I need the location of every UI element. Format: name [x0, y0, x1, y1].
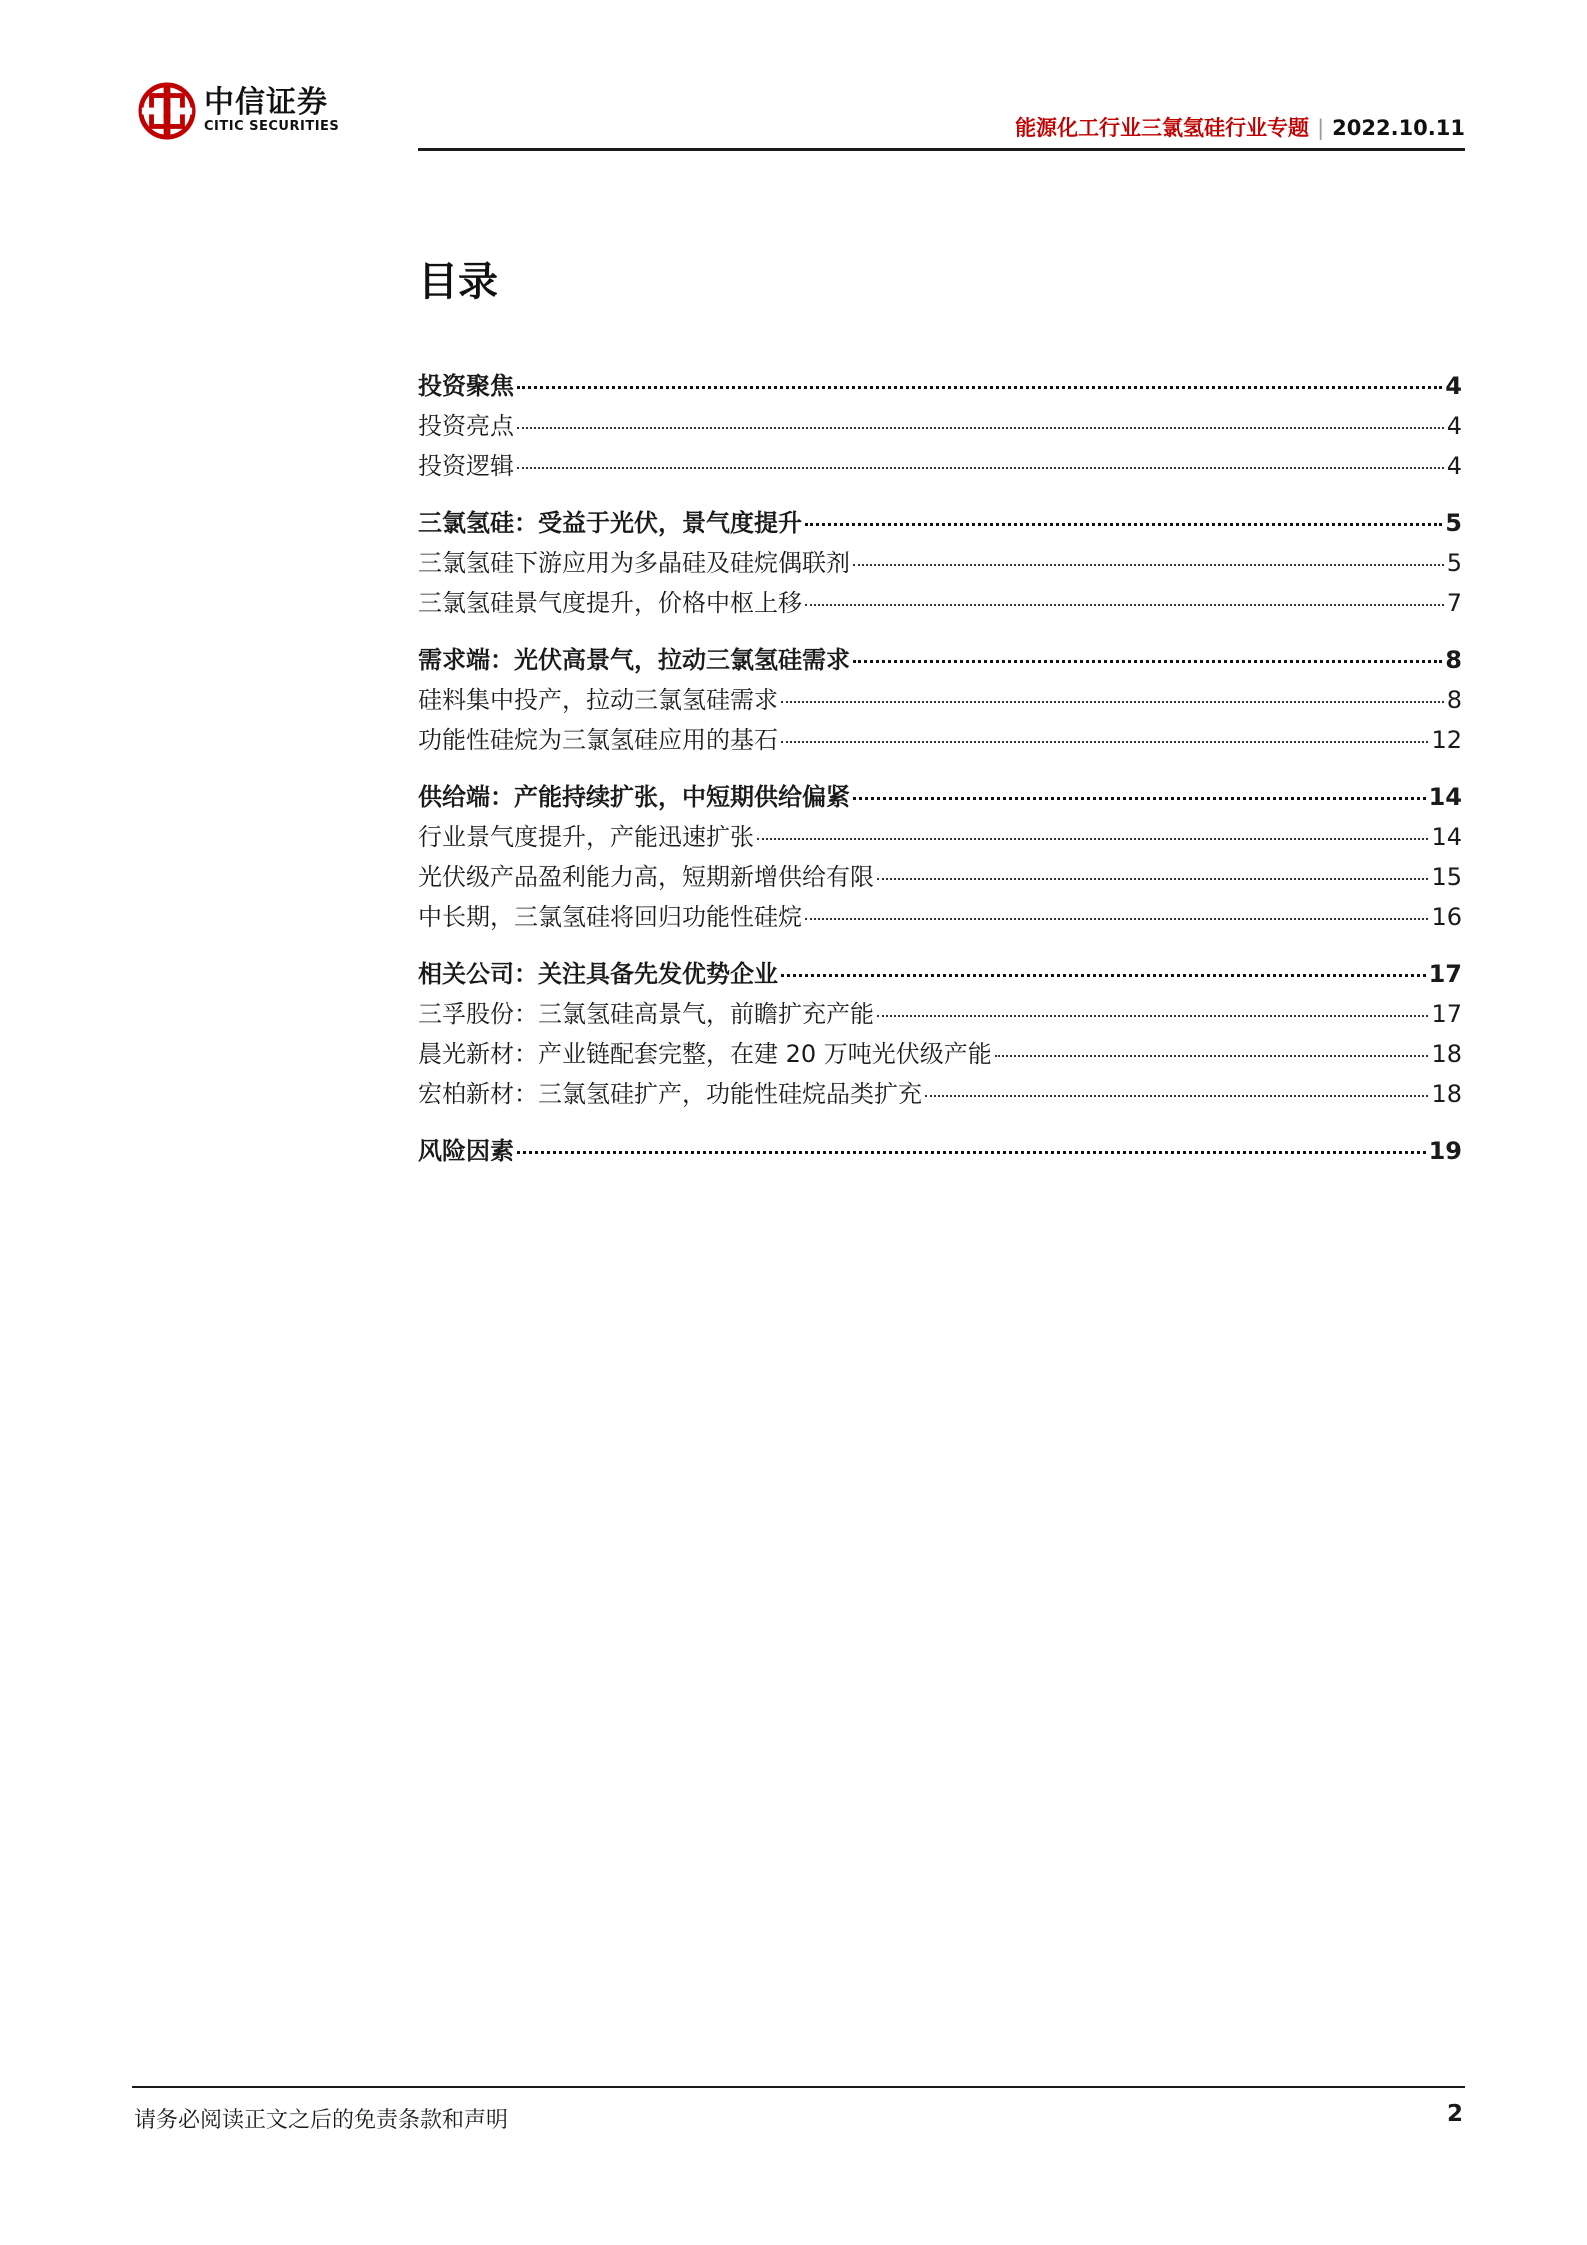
- toc-subsection-entry[interactable]: [418, 994, 1462, 1034]
- toc-dot-leader: [517, 1151, 1426, 1154]
- table-of-contents: [418, 366, 1462, 1171]
- toc-entry-page: 15: [1431, 863, 1462, 891]
- toc-subsection-entry[interactable]: [418, 1034, 1462, 1074]
- toc-entry-title: 投资聚焦: [418, 372, 514, 400]
- toc-entry-page: 18: [1431, 1040, 1462, 1068]
- logo-chinese-name: 中信证券: [204, 85, 328, 120]
- toc-entry-title: 晨光新材：产业链配套完整，在建 20 万吨光伏级产能: [418, 1040, 992, 1068]
- toc-entry-title: 投资亮点: [418, 412, 514, 440]
- toc-entry-title: 投资逻辑: [418, 452, 514, 480]
- toc-entry-page: 12: [1431, 726, 1462, 754]
- report-title-line: [1015, 112, 1465, 142]
- toc-section-entry[interactable]: [418, 954, 1462, 994]
- toc-section-entry[interactable]: [418, 777, 1462, 817]
- toc-subsection-entry[interactable]: [418, 583, 1462, 623]
- footer-disclaimer: 请务必阅读正文之后的免责条款和声明: [134, 2108, 509, 2133]
- toc-dot-leader: [757, 838, 1428, 840]
- toc-dot-leader: [877, 878, 1428, 880]
- toc-subsection-entry[interactable]: [418, 680, 1462, 720]
- toc-entry-title: 三氯氢硅：受益于光伏，景气度提升: [418, 509, 802, 537]
- toc-subsection-entry[interactable]: [418, 897, 1462, 937]
- toc-section-entry[interactable]: [418, 503, 1462, 543]
- footer-divider: [132, 2086, 1465, 2088]
- toc-subsection-entry[interactable]: [418, 1074, 1462, 1114]
- toc-section-entry[interactable]: [418, 640, 1462, 680]
- toc-entry-title: 风险因素: [418, 1137, 514, 1165]
- toc-dot-leader: [517, 467, 1444, 469]
- toc-entry-title: 需求端：光伏高景气，拉动三氯氢硅需求: [418, 646, 850, 674]
- toc-dot-leader: [517, 427, 1444, 429]
- toc-entry-page: 17: [1431, 1000, 1462, 1028]
- toc-dot-leader: [781, 741, 1428, 743]
- toc-entry-title: 行业景气度提升，产能迅速扩张: [418, 823, 754, 851]
- toc-entry-page: 7: [1446, 589, 1462, 617]
- toc-entry-page: 5: [1446, 549, 1462, 577]
- toc-entry-title: 功能性硅烷为三氯氢硅应用的基石: [418, 726, 778, 754]
- toc-dot-leader: [853, 797, 1426, 800]
- toc-subsection-entry[interactable]: [418, 857, 1462, 897]
- toc-dot-leader: [517, 386, 1442, 389]
- page-number: 2: [1446, 2101, 1463, 2127]
- toc-entry-page: 18: [1431, 1080, 1462, 1108]
- toc-subsection-entry[interactable]: [418, 406, 1462, 446]
- toc-title: 目录: [418, 259, 498, 305]
- toc-subsection-entry[interactable]: [418, 446, 1462, 486]
- toc-section-entry[interactable]: [418, 366, 1462, 406]
- toc-entry-page: 4: [1445, 372, 1462, 400]
- toc-entry-page: 4: [1446, 452, 1462, 480]
- toc-dot-leader: [853, 564, 1444, 566]
- toc-dot-leader: [781, 701, 1444, 703]
- toc-entry-page: 8: [1446, 686, 1462, 714]
- toc-dot-leader: [805, 918, 1428, 920]
- header-divider: [418, 148, 1465, 151]
- toc-dot-leader: [877, 1015, 1428, 1017]
- report-topic: 能源化工行业三氯氢硅行业专题: [1015, 116, 1310, 140]
- toc-dot-leader: [995, 1055, 1429, 1057]
- toc-subsection-entry[interactable]: [418, 817, 1462, 857]
- toc-subsection-entry[interactable]: [418, 720, 1462, 760]
- toc-entry-page: 14: [1431, 823, 1462, 851]
- toc-entry-title: 宏柏新材：三氯氢硅扩产，功能性硅烷品类扩充: [418, 1080, 922, 1108]
- toc-entry-page: 17: [1428, 960, 1462, 988]
- toc-dot-leader: [781, 974, 1426, 977]
- toc-entry-title: 供给端：产能持续扩张，中短期供给偏紧: [418, 783, 850, 811]
- toc-entry-title: 三孚股份：三氯氢硅高景气，前瞻扩充产能: [418, 1000, 874, 1028]
- header-separator: |: [1317, 116, 1325, 140]
- toc-dot-leader: [805, 523, 1442, 526]
- toc-entry-title: 三氯氢硅景气度提升，价格中枢上移: [418, 589, 802, 617]
- toc-dot-leader: [805, 604, 1444, 606]
- toc-entry-title: 三氯氢硅下游应用为多晶硅及硅烷偶联剂: [418, 549, 850, 577]
- page-header: [0, 0, 1587, 160]
- toc-section-entry[interactable]: [418, 1131, 1462, 1171]
- logo-english-name: CITIC SECURITIES: [204, 119, 340, 134]
- report-date: 2022.10.11: [1332, 116, 1465, 140]
- toc-dot-leader: [853, 660, 1442, 663]
- toc-subsection-entry[interactable]: [418, 543, 1462, 583]
- toc-entry-page: 19: [1428, 1137, 1462, 1165]
- toc-entry-page: 8: [1445, 646, 1462, 674]
- citic-logo-icon: [138, 82, 196, 140]
- toc-entry-title: 硅料集中投产，拉动三氯氢硅需求: [418, 686, 778, 714]
- toc-entry-page: 16: [1431, 903, 1462, 931]
- toc-entry-title: 光伏级产品盈利能力高，短期新增供给有限: [418, 863, 874, 891]
- toc-entry-title: 相关公司：关注具备先发优势企业: [418, 960, 778, 988]
- toc-entry-page: 14: [1428, 783, 1462, 811]
- toc-dot-leader: [925, 1095, 1428, 1097]
- toc-entry-page: 5: [1445, 509, 1462, 537]
- toc-entry-page: 4: [1446, 412, 1462, 440]
- citic-logo: [138, 82, 339, 140]
- toc-entry-title: 中长期，三氯氢硅将回归功能性硅烷: [418, 903, 802, 931]
